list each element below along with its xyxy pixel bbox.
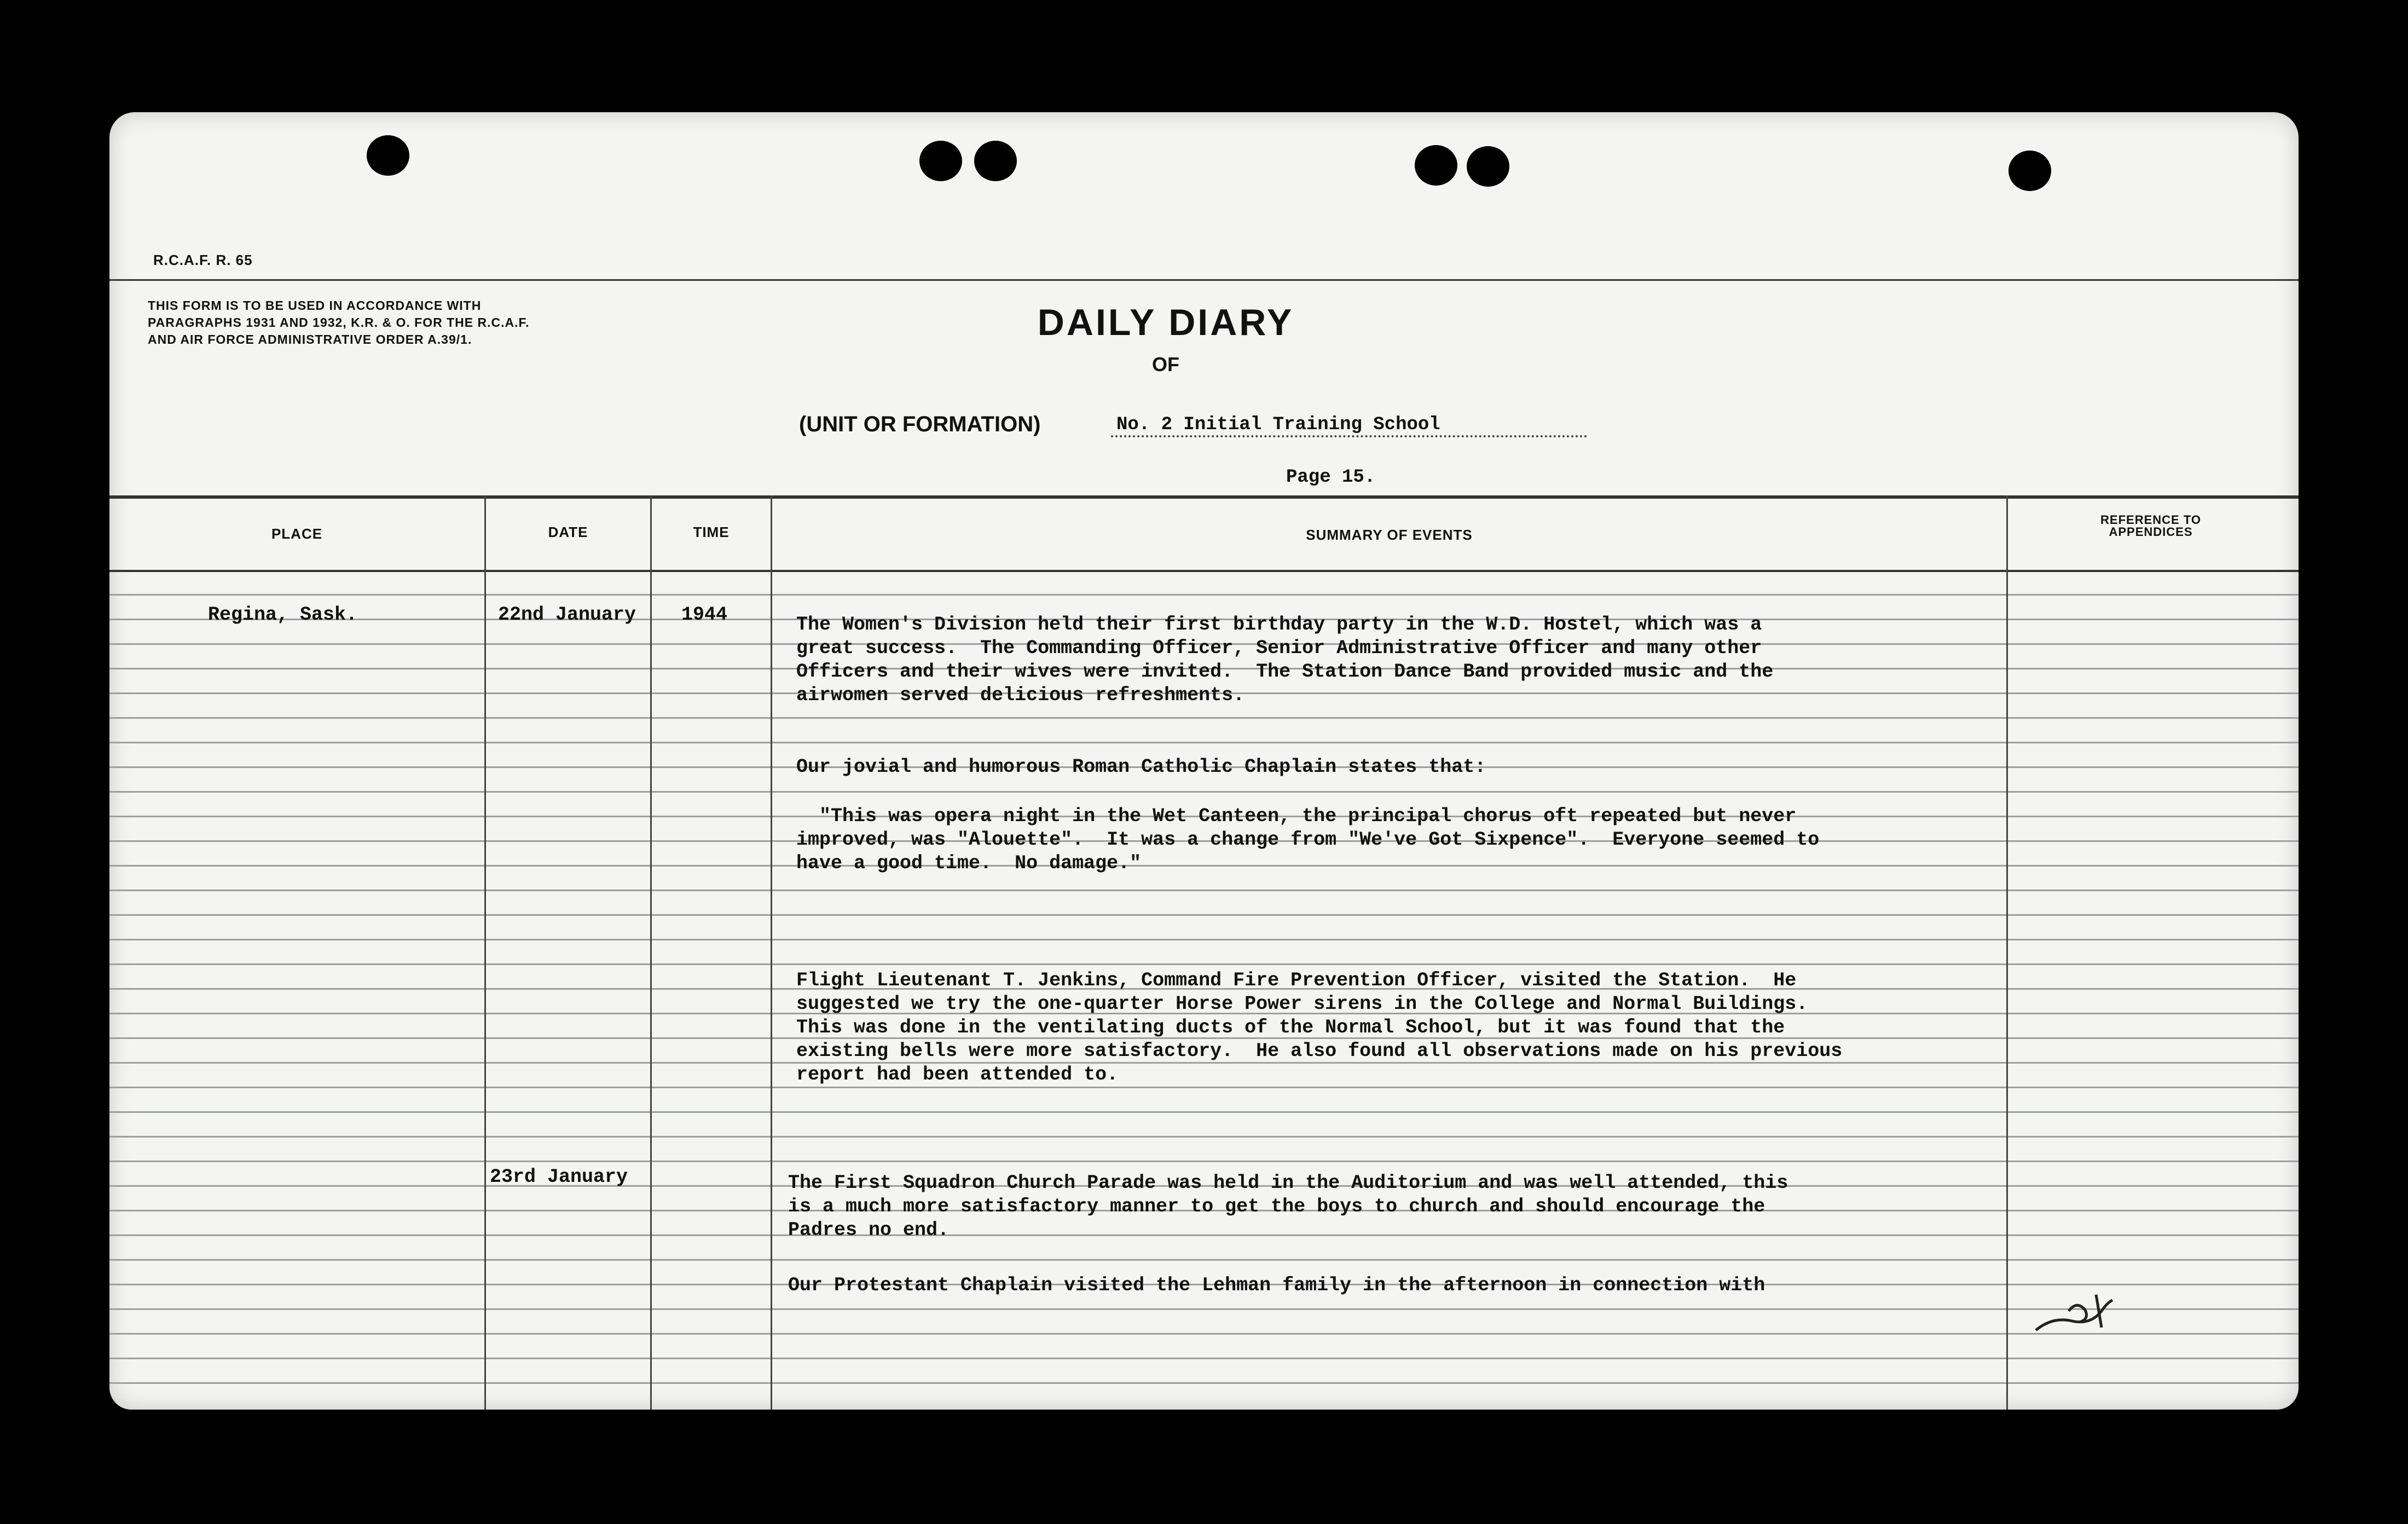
column-header-time: TIME <box>693 524 730 540</box>
punch-hole <box>1467 146 1509 187</box>
diary-entry: Our jovial and humorous Roman Catholic Chaplain states that: <box>796 756 1486 778</box>
punch-hole <box>919 141 962 181</box>
diary-entry: Flight Lieutenant T. Jenkins, Command Fire Prevention Officer, visited the Station. He suggested we try the one-quarter Horse Power sirens in the College and Normal Buildings. This was done in the ventilating ducts of the Normal School, but it was found that the existing bells were more satisfactory. He also found all observations made on his previous report had been attended to. <box>796 969 1843 1086</box>
form-instruction: THIS FORM IS TO BE USED IN ACCORDANCE WITH PARAGRAPHS 1931 AND 1932, K.R. & O. FOR THE R.C.A.F. AND AIR FORCE ADMINISTRATIVE ORDER A.39/1. <box>148 298 530 347</box>
document-title: DAILY DIARY <box>1037 302 1294 343</box>
column-header-place: PLACE <box>271 526 323 542</box>
diary-sheet <box>109 112 2299 1410</box>
punch-hole <box>1415 145 1457 186</box>
time-cell: 1944 <box>681 604 728 626</box>
column-divider <box>2006 495 2008 1410</box>
header-rule <box>109 279 2299 281</box>
diary-entry: The Women's Division held their first birthday party in the W.D. Hostel, which was a great success. The Commanding Officer, Senior Administrative Officer and many other Officers and their wives were invited. The Station Dance Band provided music and the airwomen served delicious refreshments. <box>796 614 1774 706</box>
form-number: R.C.A.F. R. 65 <box>153 252 253 268</box>
unit-value: No. 2 Initial Training School <box>1111 414 1587 437</box>
date-cell: 22nd January <box>498 604 636 626</box>
document-title-of: OF <box>1152 353 1179 376</box>
place-cell: Regina, Sask. <box>208 604 358 626</box>
column-divider <box>650 495 652 1410</box>
column-divider <box>771 495 772 1410</box>
date-cell: 23rd January <box>490 1166 628 1188</box>
column-header-reference: REFERENCE TO APPENDICES <box>2100 513 2201 539</box>
diary-entry: The First Squadron Church Parade was held in the Auditorium and was well attended, this is a much more satisfactory manner to get the boys to church and should encourage the Padres no end. <box>788 1172 1788 1241</box>
diary-entry: Our Protestant Chaplain visited the Lehman family in the afternoon in connection with <box>788 1274 1766 1296</box>
page-number: Page 15. <box>1286 467 1376 488</box>
diary-quote: "This was opera night in the Wet Canteen, the principal chorus oft repeated but never improved, was "Alouette". It was a change from "We've Got Sixpence". Everyone seemed to have a good time. No damage." <box>796 805 1820 874</box>
unit-label: (UNIT OR FORMATION) <box>799 412 1041 436</box>
table-header-rule <box>109 570 2299 572</box>
punch-hole <box>2008 151 2051 191</box>
punch-hole <box>974 141 1017 181</box>
punch-hole <box>367 135 409 176</box>
column-header-summary: SUMMARY OF EVENTS <box>1306 527 1473 543</box>
table-top-rule <box>109 495 2299 499</box>
column-divider <box>484 495 486 1410</box>
handwritten-mark <box>2019 1278 2140 1344</box>
column-header-date: DATE <box>548 524 588 540</box>
